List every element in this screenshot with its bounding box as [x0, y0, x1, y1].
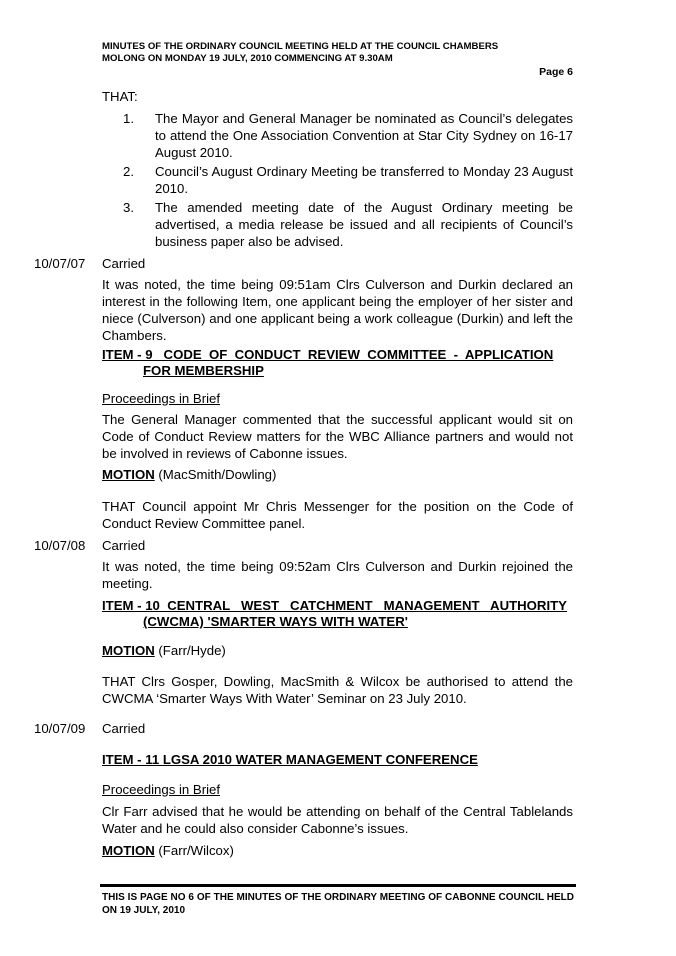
- header-line-1: MINUTES OF THE ORDINARY COUNCIL MEETING HELD AT THE COUNCIL CHAMBERS: [102, 41, 499, 52]
- resolution-number: 10/07/07: [34, 256, 86, 271]
- page-number: Page 6: [539, 66, 573, 78]
- item-10-heading-line-1: ITEM - 10 CENTRAL WEST CATCHMENT MANAGEMENT AUTHORITY: [102, 598, 567, 613]
- motion-label: MOTION: [102, 843, 155, 858]
- item-11-heading: ITEM - 11 LGSA 2010 WATER MANAGEMENT CONFERENCE: [102, 752, 478, 767]
- item-9-heading-line-1: ITEM - 9 CODE OF CONDUCT REVIEW COMMITTEE - APPLICATION: [102, 347, 554, 362]
- carried-label: Carried: [102, 538, 146, 553]
- list-number: 2.: [123, 164, 134, 179]
- motion-line: [102, 842, 234, 859]
- paragraph-rejoined: It was noted, the time being 09:52am Clrs Culverson and Durkin rejoined the meeting.: [102, 559, 573, 591]
- carried-label: Carried: [102, 256, 146, 271]
- motion-line: [102, 642, 226, 659]
- document-footer: THIS IS PAGE NO 6 OF THE MINUTES OF THE ORDINARY MEETING OF CABONNE COUNCIL HELD ON 19 JULY, 2010: [102, 892, 574, 916]
- resolution-number: 10/07/08: [34, 538, 86, 553]
- resolution-number: 10/07/09: [34, 721, 86, 736]
- paragraph-appoint: THAT Council appoint Mr Chris Messenger for the position on the Code of Conduct Review Committee panel.: [102, 499, 573, 531]
- document-header: [102, 41, 574, 65]
- proceedings-in-brief-heading: Proceedings in Brief: [102, 391, 221, 406]
- motion-label: MOTION: [102, 467, 155, 482]
- list-item: Council’s August Ordinary Meeting be transferred to Monday 23 August 2010.: [155, 164, 573, 196]
- item-9-heading-line-2: FOR MEMBERSHIP: [143, 363, 264, 378]
- motion-movers: (MacSmith/Dowling): [154, 467, 277, 482]
- list-item: The amended meeting date of the August Ordinary meeting be advertised, a media release be issued and all recipients of Council’s business paper also be advised.: [155, 200, 573, 249]
- list-number: 3.: [123, 200, 134, 215]
- motion-movers: (Farr/Hyde): [154, 643, 226, 658]
- footer-divider: [100, 884, 576, 887]
- proceedings-in-brief-heading: Proceedings in Brief: [102, 782, 221, 797]
- paragraph-authorised: THAT Clrs Gosper, Dowling, MacSmith & Wilcox be authorised to attend the CWCMA ‘Smarter Ways With Water’ Seminar on 23 July 2010.: [102, 674, 573, 706]
- header-line-2: MOLONG ON MONDAY 19 JULY, 2010 COMMENCING AT 9.30AM: [102, 53, 393, 64]
- paragraph-general-manager: The General Manager commented that the successful applicant would sit on Code of Conduct Review matters for the WBC Alliance partners and would not be involved in reviews of Cabonne issues.: [102, 412, 573, 461]
- paragraph-interest-declared: It was noted, the time being 09:51am Clrs Culverson and Durkin declared an interest in the following Item, one applicant being the employer of her sister and niece (Culverson) and one applicant being a work colleague (Durkin) and left the Chambers.: [102, 277, 573, 343]
- motion-movers: (Farr/Wilcox): [154, 843, 234, 858]
- list-item: The Mayor and General Manager be nominated as Council’s delegates to attend the One Association Convention at Star City Sydney on 16-17 August 2010.: [155, 111, 573, 160]
- item-10-heading-line-2: (CWCMA) 'SMARTER WAYS WITH WATER': [143, 614, 408, 629]
- motion-label: MOTION: [102, 643, 155, 658]
- list-number: 1.: [123, 111, 134, 126]
- motion-line: [102, 466, 276, 483]
- paragraph-farr-advised: Clr Farr advised that he would be attending on behalf of the Central Tablelands Water and he could also consider Cabonne’s issues.: [102, 804, 573, 836]
- resolution-that: THAT:: [102, 89, 138, 104]
- carried-label: Carried: [102, 721, 146, 736]
